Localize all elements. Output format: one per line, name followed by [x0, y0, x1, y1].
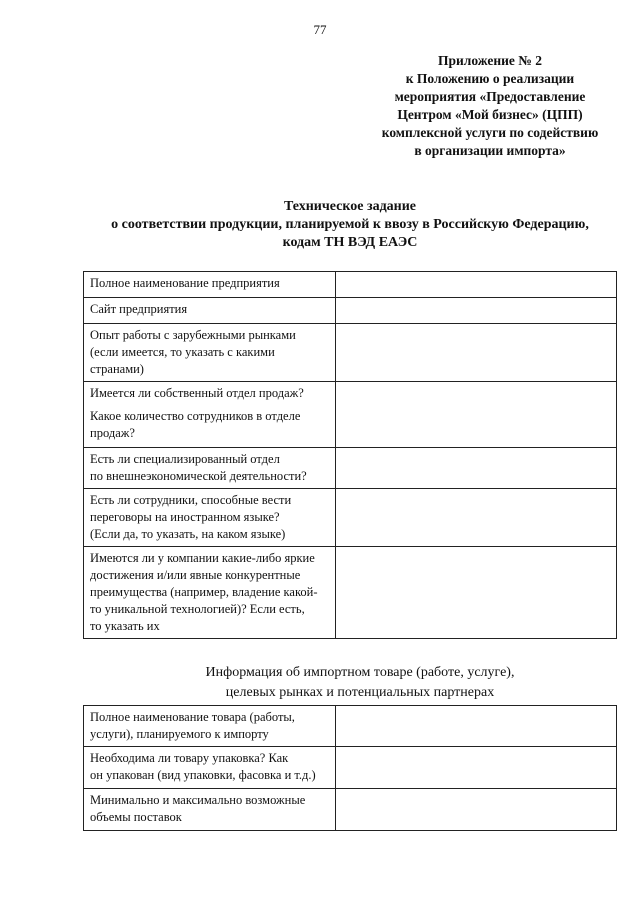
section-heading-line: Информация об импортном товаре (работе, услуге),: [205, 665, 515, 680]
title-line: о соответствии продукции, планируемой к ввозу в Российскую Федерацию,: [111, 217, 589, 232]
question-cell: Есть ли сотрудники, способные вести переговоры на иностранном языке? (Если да, то указать, на каком языке): [84, 489, 336, 547]
question-cell: Полное наименование товара (работы, услуги), планируемого к импорту: [84, 706, 336, 747]
question-cell: Минимально и максимально возможные объемы поставок: [84, 789, 336, 831]
answer-cell[interactable]: [336, 382, 617, 448]
table-row: [84, 448, 617, 489]
answer-cell[interactable]: [336, 272, 617, 298]
section-heading: [150, 663, 570, 703]
question-cell: Сайт предприятия: [84, 298, 336, 324]
table-row: [84, 272, 617, 298]
answer-cell[interactable]: [336, 789, 617, 831]
answer-cell[interactable]: [336, 298, 617, 324]
answer-cell[interactable]: [336, 448, 617, 489]
company-info-table: [83, 271, 617, 639]
question-cell: Полное наименование предприятия: [84, 272, 336, 298]
table-row: [84, 489, 617, 547]
answer-cell[interactable]: [336, 747, 617, 789]
document-title: [60, 198, 640, 252]
question-cell: Опыт работы с зарубежными рынками (если имеется, то указать с какими странами): [84, 324, 336, 382]
table-row: [84, 324, 617, 382]
answer-cell[interactable]: [336, 547, 617, 639]
appendix-header: [360, 52, 620, 160]
answer-cell[interactable]: [336, 706, 617, 747]
table-row: [84, 706, 617, 747]
question-cell: Имеются ли у компании какие-либо яркие достижения и/или явные конкурентные преимущества (например, владение какой- то уникальной технологией)? Если есть, то указать их: [84, 547, 336, 639]
appendix-line: Приложение № 2: [438, 53, 542, 68]
title-line: Техническое задание: [283, 199, 416, 214]
appendix-line: к Положению о реализации: [405, 71, 575, 86]
answer-cell[interactable]: [336, 324, 617, 382]
answer-cell[interactable]: [336, 489, 617, 547]
table-row: [84, 382, 617, 448]
question-cell: Необходима ли товару упаковка? Как он упакован (вид упаковки, фасовка и т.д.): [84, 747, 336, 789]
page-number: 77: [313, 22, 327, 37]
table-row: [84, 547, 617, 639]
appendix-line: мероприятия «Предоставление: [394, 89, 586, 104]
appendix-line: комплексной услуги по содействию: [381, 125, 599, 140]
table-row: [84, 747, 617, 789]
title-line: кодам ТН ВЭД ЕАЭС: [282, 235, 418, 250]
question-cell: Есть ли специализированный отдел по внешнеэкономической деятельности?: [84, 448, 336, 489]
import-goods-table: [83, 705, 617, 831]
table-row: [84, 298, 617, 324]
section-heading-line: целевых рынках и потенциальных партнерах: [225, 685, 495, 700]
question-cell: Имеется ли собственный отдел продаж? Какое количество сотрудников в отделе продаж?: [84, 382, 336, 448]
appendix-line: Центром «Мой бизнес» (ЦПП): [397, 107, 583, 122]
appendix-line: в организации импорта»: [414, 143, 566, 158]
table-row: [84, 789, 617, 831]
